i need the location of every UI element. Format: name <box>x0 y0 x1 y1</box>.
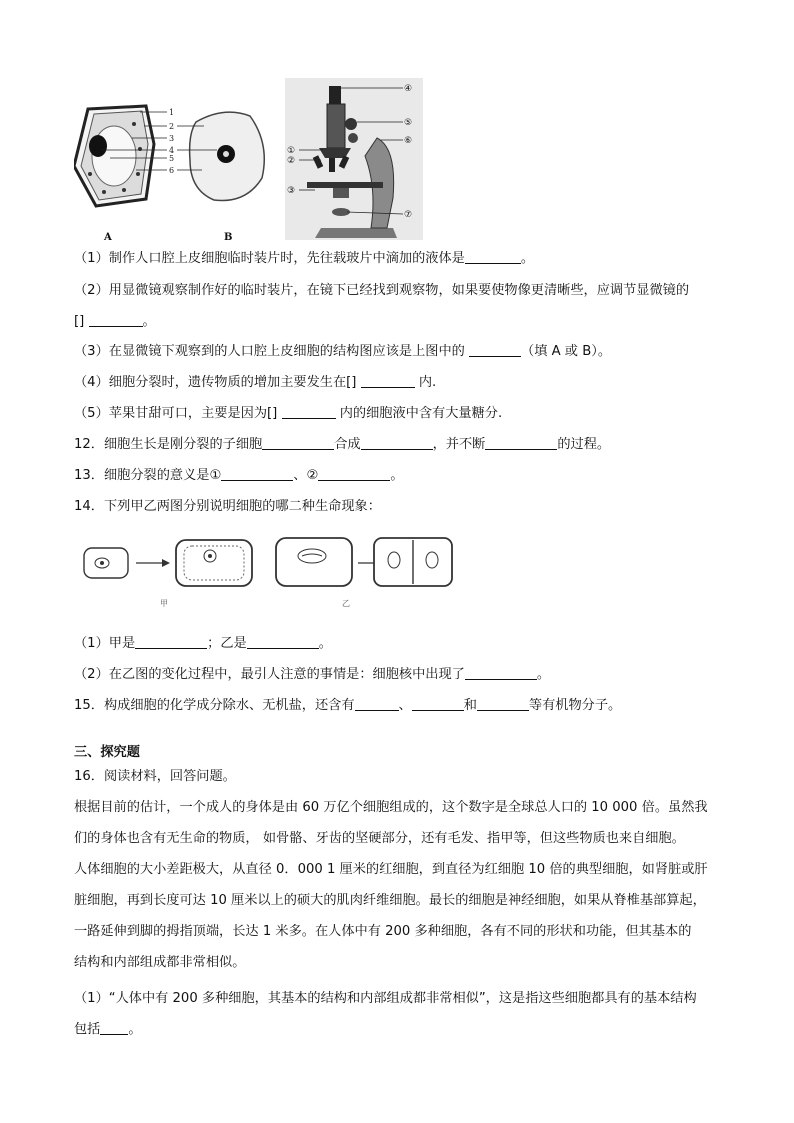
question-14-stem <box>74 498 381 516</box>
q11-part2-line2 <box>74 313 156 331</box>
microscope-figure <box>285 78 423 240</box>
q14-stem-text: 14．下列甲乙两图分别说明细胞的哪二种生命现象： <box>74 499 381 514</box>
q16-sub1-line1 <box>74 990 697 1008</box>
q12-text-d: 的过程。 <box>557 437 611 452</box>
lens-tube <box>327 104 345 148</box>
q13-text-c: 。 <box>390 468 404 483</box>
fine-focus-knob <box>348 133 358 143</box>
q11-part2-line1 <box>74 282 689 300</box>
microscope-label-1: ① <box>287 146 296 156</box>
q16-sub1-text: （1）“人体中有 200 多种细胞，其基本的结构和内部组成都非常相似”，这是指这些细胞都具有的基本结构 <box>74 991 697 1006</box>
answer-blank[interactable] <box>282 405 336 419</box>
q16-para-line6 <box>74 954 245 972</box>
section-3-heading <box>74 744 140 762</box>
question-12 <box>74 436 610 454</box>
q16-para5: 一路延伸到脚的拇指顶端，长达 1 米多。在人体中有 200 多种细胞，各有不同的形状和功能，但其基本的 <box>74 924 692 939</box>
q15-text-a: 15．构成细胞的化学成分除水、无机盐，还含有 <box>74 698 355 713</box>
section-3-title: 三、探究题 <box>74 745 140 760</box>
eyepiece <box>329 86 341 104</box>
cell-growth-division-figure <box>80 534 455 614</box>
answer-blank[interactable] <box>100 1021 128 1035</box>
answer-blank[interactable] <box>355 697 399 711</box>
pointer-number-5: 5 <box>169 154 175 163</box>
microscope-svg <box>285 78 423 240</box>
coarse-focus-knob <box>345 118 357 130</box>
answer-blank[interactable] <box>412 697 464 711</box>
microscope-label-4: ④ <box>404 84 413 94</box>
q16-para1: 根据目前的估计，一个成人的身体是由 60 万亿个细胞组成的，这个数字是全球总人口的 10 000 倍。虽然我 <box>74 800 708 815</box>
q11-part4-end: 内. <box>418 375 437 390</box>
stage <box>307 182 383 188</box>
q16-para-line2 <box>74 830 685 848</box>
answer-blank[interactable] <box>89 313 143 327</box>
answer-blank[interactable] <box>262 436 334 450</box>
q11-part1-text: （1）制作人口腔上皮细胞临时装片时，先往载玻片中滴加的液体是 <box>74 251 465 266</box>
question-16-stem <box>74 768 236 786</box>
microscope-label-6: ⑥ <box>404 136 413 146</box>
microscope-label-5: ⑤ <box>404 118 413 128</box>
answer-blank[interactable] <box>465 666 537 680</box>
q16-para-line4 <box>74 892 706 910</box>
q14-part1-text-c: 。 <box>318 636 332 651</box>
q11-part3-end: （填 A 或 B）。 <box>521 344 612 359</box>
q16-stem-text: 16．阅读材料，回答问题。 <box>74 769 236 784</box>
q11-part4 <box>74 374 436 392</box>
q14-part1 <box>74 635 332 653</box>
q11-part3-text: （3）在显微镜下观察到的人口腔上皮细胞的结构图应该是上图中的 <box>74 344 465 359</box>
q15-text-b: 、 <box>398 698 412 713</box>
q11-part5-end: 内的细胞液中含有大量糖分. <box>339 406 503 421</box>
label-jia: 甲 <box>160 599 168 608</box>
question-13 <box>74 467 404 485</box>
pointer-number-6: 6 <box>169 166 175 175</box>
plant-nucleus <box>89 135 107 157</box>
answer-blank[interactable] <box>221 467 293 481</box>
q15-text-d: 等有机物分子。 <box>528 698 622 713</box>
q12-text-b: 合成 <box>334 437 361 452</box>
answer-blank[interactable] <box>247 635 319 649</box>
cell-structure-figure <box>74 104 274 242</box>
q12-text-a: 12．细胞生长是刚分裂的子细胞 <box>74 437 263 452</box>
microscope-label-3: ③ <box>287 186 296 196</box>
pointer-number-3: 3 <box>169 134 175 143</box>
answer-blank[interactable] <box>469 343 521 357</box>
q13-text-b: 、② <box>293 468 319 483</box>
q16-para6: 结构和内部组成都非常相似。 <box>74 955 246 970</box>
answer-blank[interactable] <box>465 250 521 264</box>
microscope-label-2: ② <box>287 156 296 166</box>
jia-yi-svg <box>80 534 455 614</box>
q16-para-line5 <box>74 923 691 941</box>
microscope-base <box>315 228 397 238</box>
q16-para-line1 <box>74 799 708 817</box>
q11-part2-end: 。 <box>142 314 156 329</box>
q16-sub1-text-b: 包括 <box>74 1022 101 1037</box>
q15-text-c: 和 <box>463 698 477 713</box>
q11-part1 <box>74 250 534 268</box>
q14-part2 <box>74 666 550 684</box>
answer-blank[interactable] <box>135 635 207 649</box>
q14-part2-text-b: 。 <box>536 667 551 682</box>
answer-blank[interactable] <box>318 467 390 481</box>
q11-part1-end: 。 <box>520 251 535 266</box>
q14-part1-text-b: ；乙是 <box>207 636 247 651</box>
q12-text-c: ，并不断 <box>432 437 486 452</box>
answer-blank[interactable] <box>485 436 557 450</box>
q11-part2-text: （2）用显微镜观察制作好的临时装片，在镜下已经找到观察物，如果要使物像更清晰些，应调节显微镜的 <box>74 283 690 298</box>
cell-diagrams-svg <box>74 104 274 242</box>
label-a: A <box>104 232 112 242</box>
q16-para2: 们的身体也含有无生命的物质， 如骨骼、牙齿的坚硬部分，还有毛发、指甲等，但这些物质也来自细胞。 <box>74 831 685 846</box>
q14-part2-text-a: （2）在乙图的变化过程中，最引人注意的事情是：细胞核中出现了 <box>74 667 465 682</box>
answer-blank[interactable] <box>361 436 433 450</box>
q16-para4: 脏细胞，再到长度可达 10 厘米以上的硕大的肌肉纤维细胞。最长的细胞是神经细胞，如果从脊椎基部算起， <box>74 893 706 908</box>
microscope-label-7: ⑦ <box>404 210 413 220</box>
q14-part1-text-a: （1）甲是 <box>74 636 136 651</box>
figure-row <box>74 78 434 240</box>
q16-para3: 人体细胞的大小差距极大，从直径 0．000 1 厘米的红细胞，到直径为红细胞 10 倍的典型细胞，如肾脏或肝 <box>74 862 708 877</box>
answer-blank[interactable] <box>477 697 529 711</box>
q11-part2-bracket: [] <box>74 314 85 329</box>
pointer-number-1: 1 <box>169 108 175 117</box>
q11-part5-text: （5）苹果甘甜可口，主要是因为[] <box>74 406 278 421</box>
q16-sub1-end: 。 <box>128 1022 142 1037</box>
answer-blank[interactable] <box>361 374 415 388</box>
pointer-number-2: 2 <box>169 122 175 131</box>
q16-sub1-line2 <box>74 1021 142 1039</box>
question-15 <box>74 697 621 715</box>
label-b: B <box>224 232 233 242</box>
q11-part3 <box>74 343 611 361</box>
label-yi: 乙 <box>342 599 350 608</box>
q11-part4-text: （4）细胞分裂时，遗传物质的增加主要发生在[] <box>74 375 357 390</box>
q11-part5 <box>74 405 502 423</box>
q13-text-a: 13．细胞分裂的意义是① <box>74 468 222 483</box>
pointer-number-4: 4 <box>169 146 175 155</box>
q16-para-line3 <box>74 861 708 879</box>
